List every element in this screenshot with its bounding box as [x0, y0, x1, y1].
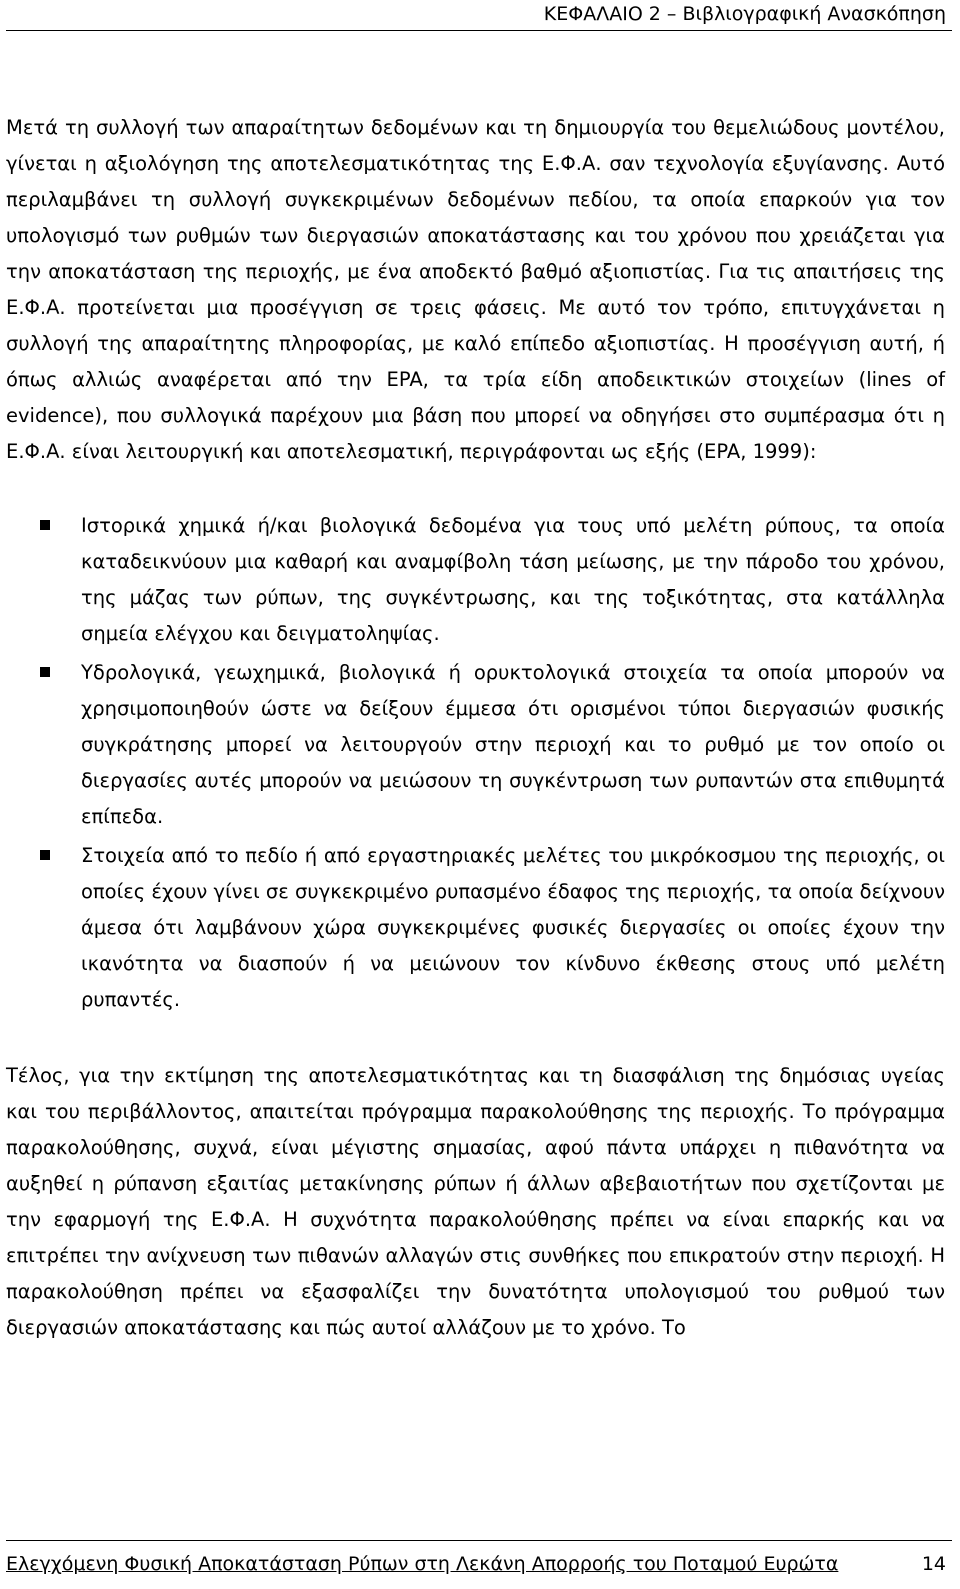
page-number: 14 [921, 1553, 946, 1575]
paragraph-monitoring: Τέλος, για την εκτίμηση της αποτελεσματικότητας και τη διασφάλιση της δημόσιας υγείας και του περιβάλλοντος, απαιτείται πρόγραμμα παρακολούθησης της περιοχής. Το πρόγραμμα παρακολούθησης, συχνά, είναι μέγιστης σημασίας, αφού πάντα υπάρχει η πιθανότητα να αυξηθεί η ρύπανση εξαιτίας μετακίνησης ρύπων ή άλλων αβεβαιοτήτων που σχετίζονται με την εφαρμογή της Ε.Φ.Α. Η συχνότητα παρακολούθησης πρέπει να είναι επαρκής και να επιτρέπει την ανίχνευση των πιθανών αλλαγών στις συνθήκες που επικρατούν στην περιοχή. Η παρακολούθηση πρέπει να εξασφαλίζει την δυνατότητα υπολογισμού του ρυθμού των διεργασιών αποκατάστασης και πώς αυτοί αλλάζουν με το χρόνο. Το [6, 1064, 945, 1339]
footer-divider [6, 1540, 952, 1541]
list-item-text: Ιστορικά χημικά ή/και βιολογικά δεδομένα για τους υπό μελέτη ρύπους, τα οποία καταδεικνύουν μια καθαρή και αναμφίβολη τάση μείωσης, με την πάροδο του χρόνου, της μάζας των ρύπων, της συγκέντρωσης, και της τοξικότητας, στα κατάλληλα σημεία ελέγχου και δειγματοληψίας. [81, 514, 945, 645]
list-item [6, 508, 945, 652]
evidence-list [6, 508, 945, 1018]
square-bullet-icon [40, 667, 50, 677]
paragraph-intro: Μετά τη συλλογή των απαραίτητων δεδομένων και τη δημιουργία του θεμελιώδους μοντέλου, γίνεται η αξιολόγηση της αποτελεσματικότητας της Ε.Φ.Α. σαν τεχνολογία εξυγίανσης. Αυτό περιλαμβάνει τη συλλογή συγκεκριμένων δεδομένων πεδίου, τα οποία επαρκούν για τον υπολογισμό των ρυθμών των διεργασιών αποκατάστασης και του χρόνου που χρειάζεται για την αποκατάσταση της περιοχής, με ένα αποδεκτό βαθμό αξιοπιστίας. Για τις απαιτήσεις της Ε.Φ.Α. προτείνεται μια προσέγγιση σε τρεις φάσεις. Με αυτό τον τρόπο, επιτυγχάνεται η συλλογή της απαραίτητης πληροφορίας, με καλό επίπεδο αξιοπιστίας. Η προσέγγιση αυτή, ή όπως αλλιώς αναφέρεται από την EPA, τα τρία είδη αποδεικτικών στοιχείων (lines of evidence), που συλλογικά παρέχουν μια βάση που μπορεί να οδηγήσει στο συμπέρασμα ότι η Ε.Φ.Α. είναι λειτουργική και αποτελεσματική, περιγράφονται ως εξής (EPA, 1999): [6, 116, 945, 463]
square-bullet-icon [40, 520, 50, 530]
list-item [6, 838, 945, 1018]
list-item-text: Υδρολογικά, γεωχημικά, βιολογικά ή ορυκτολογικά στοιχεία τα οποία μπορούν να χρησιμοποιηθούν ώστε να δείξουν έμμεσα ότι ορισμένοι τύποι διεργασιών φυσικής συγκράτησης μπορεί να λειτουργούν στην περιοχή και το ρυθμό με τον οποίο οι διεργασίες αυτές μπορούν να μειώσουν τη συγκέντρωση των ρυπαντών στα επιθυμητά επίπεδα. [81, 661, 945, 828]
page-body [6, 110, 945, 1346]
list-item-text: Στοιχεία από το πεδίο ή από εργαστηριακές μελέτες του μικρόκοσμου της περιοχής, οι οποίες έχουν γίνει σε συγκεκριμένο ρυπασμένο έδαφος της περιοχής, τα οποία δείχνουν άμεσα ότι λαμβάνουν χώρα συγκεκριμένες φυσικές διεργασίες οι οποίες έχουν την ικανότητα να διασπούν ή να μειώνουν τον κίνδυνο έκθεσης στους υπό μελέτη ρυπαντές. [81, 844, 945, 1011]
square-bullet-icon [40, 850, 50, 860]
footer-title: Ελεγχόμενη Φυσική Αποκατάσταση Ρύπων στη Λεκάνη Απορροής του Ποταμού Ευρώτα [6, 1553, 839, 1575]
header-divider [6, 30, 952, 31]
list-item [6, 655, 945, 835]
page-footer [6, 1551, 946, 1577]
running-header: ΚΕΦΑΛΑΙΟ 2 – Βιβλιογραφική Ανασκόπηση [543, 3, 946, 25]
